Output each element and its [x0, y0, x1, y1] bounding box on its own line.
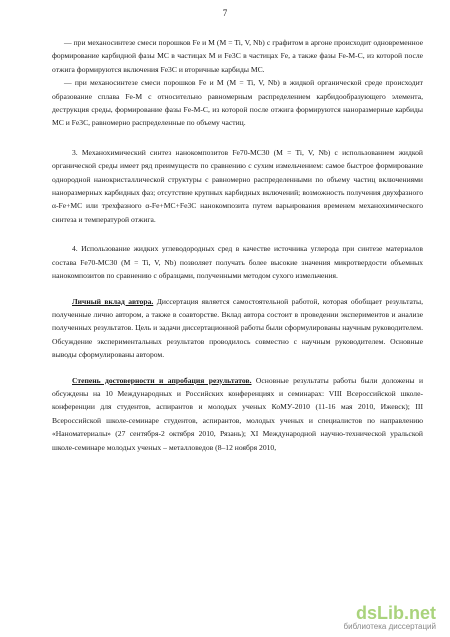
document-body: [52, 36, 423, 454]
paragraph-5-text: Диссертация является самостоятельной работой, которая обобщает результаты, полученные лично автором, а также в соавторстве. Вклад автора состоит в проведении экспериментов и анализе полученных результатов. Цель и задачи диссертационной работы были сформулированы научным руководителем. Обсуждение экспериментальных результатов проводилось совместно с научным руководителем. Основные выводы сформулированы автором.: [52, 296, 423, 360]
section-title-reliability: Степень достоверности и апробация результатов.: [72, 375, 252, 385]
watermark-logo: dsLib.net: [356, 603, 436, 623]
paragraph-6: [52, 374, 423, 454]
section-title-personal-contribution: Личный вклад автора.: [72, 296, 154, 306]
paragraph-4: 4. Использование жидких углеводородных сред в качестве источника углерода при синтезе материалов состава Fe70-MC30 (M = Ti, V, Nb) позволяет получать более высокие значения микротвердости объемных нанокомпозитов по сравнению с образцами, полученными методом сухого измельчения.: [52, 244, 423, 281]
watermark: [344, 604, 436, 631]
page-number: 7: [222, 8, 228, 18]
paragraph-1: — при механосинтезе смеси порошков Fe и M (M = Ti, V, Nb) с графитом в аргоне происходит одновременное формирование карбидной фазы МС в частицах М и Fe3C в частицах Fe, а также фазы Fe-M-C, из которой после отжига формируются включения Fe3C и вторичные карбиды МС.: [52, 38, 423, 74]
paragraph-6-text: Основные результаты работы были доложены и обсуждены на 10 Международных и Российских конференциях и семинарах: VIII Всероссийской школе-конференции для студентов, аспирантов и молодых ученых КоМУ-2010 (11-16 мая 2010, Ижевск); III Всероссийской школе-семинаре студентов, аспирантов, молодых ученых и специалистов по направлению «Наноматериалы» (27 сентября-2 октября 2010, Рязань); XI Международной научно-технической уральской школе-семинаре молодых ученых – металловедов (8–12 ноября 2010,: [52, 375, 424, 452]
paragraph-5: [52, 295, 423, 362]
watermark-subtitle: библиотека диссертаций: [343, 622, 436, 631]
paragraph-3: 3. Механохимический синтез нанокомпозитов Fe70-MC30 (M = Ti, V, Nb) с использованием жидкой органической среды имеет ряд преимуществ по сравнению с сухим измельчением: самое быстрое формирование однородной нанокристаллической структуры с равномерно распределенными по объему частиц включениями наноразмерных карбидных фаз; отсутствие крупных карбидных включений; возможность получения двухфазного α-Fe+MC или трехфазного α-Fe+MC+Fe3C нанокомпозита путем варьирования временем механохимического синтеза и температурой отжига.: [52, 147, 423, 224]
paragraph-2: — при механосинтезе смеси порошков Fe и M (M = Ti, V, Nb) в жидкой органической среде происходит образование сплава Fe-M с относительно равномерным распределением карбидообразующего элемента, деструкция среды, формирование фазы Fe-M-C, из которой после отжига формируются наноразмерные карбиды МС и Fe3C, равномерно распределенные по объему частиц.: [52, 78, 423, 128]
